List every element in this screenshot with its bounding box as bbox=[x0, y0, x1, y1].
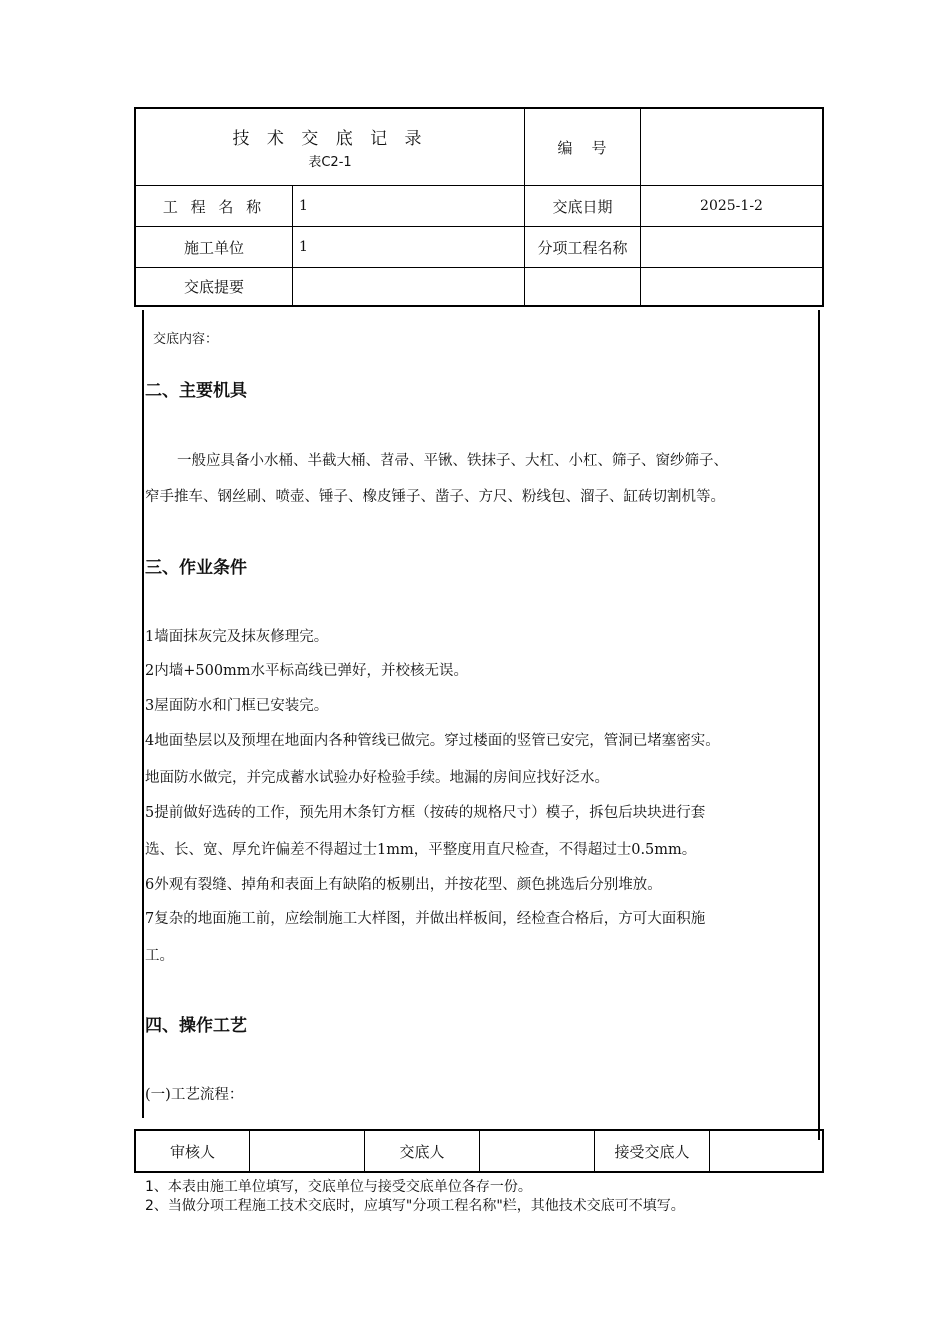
reviewer-label: 审核人 bbox=[169, 1142, 215, 1161]
receiver-label: 接受交底人 bbox=[614, 1142, 690, 1161]
condition-line: 4地面垫层以及预埋在地面内各种管线已做完。穿过楼面的竖管已安完，管洞已堵塞密实。 bbox=[145, 733, 720, 749]
discloser-field[interactable] bbox=[480, 1131, 594, 1171]
form-title-cell bbox=[136, 109, 524, 185]
condition-line: 6外观有裂缝、掉角和表面上有缺陷的板剔出，并按花型、颜色挑选后分别堆放。 bbox=[145, 877, 662, 893]
summary-field[interactable] bbox=[293, 268, 822, 305]
content-border-left bbox=[142, 310, 144, 1118]
condition-line: 工。 bbox=[145, 948, 174, 964]
section-4-title: 四、操作工艺 bbox=[145, 1016, 247, 1036]
condition-line: 1墙面抹灰完及抹灰修理完。 bbox=[145, 629, 329, 645]
footnote: 2、当做分项工程施工技术交底时，应填写"分项工程名称"栏，其他技术交底可不填写。 bbox=[145, 1198, 685, 1214]
date-label: 交底日期 bbox=[552, 197, 613, 216]
sub-project-field[interactable] bbox=[641, 227, 822, 267]
number-field[interactable] bbox=[640, 109, 822, 185]
project-name-label: 工 程 名 称 bbox=[162, 197, 266, 216]
date-field[interactable]: 2025-1-2 bbox=[700, 198, 763, 214]
sub-project-label: 分项工程名称 bbox=[537, 238, 628, 257]
content-border-right bbox=[818, 310, 820, 1140]
condition-line: 选、长、宽、厚允许偏差不得超过士1mm，平整度用直尺检查，不得超过士0.5mm。 bbox=[145, 842, 697, 858]
condition-line: 7复杂的地面施工前，应绘制施工大样图，并做出样板间，经检查合格后，方可大面积施 bbox=[145, 911, 706, 927]
unit-label: 施工单位 bbox=[183, 238, 244, 257]
unit-field[interactable]: 1 bbox=[299, 239, 308, 255]
number-label: 编 号 bbox=[557, 138, 607, 157]
section-2-line-2: 窄手推车、钢丝刷、喷壶、锤子、橡皮锤子、凿子、方尺、粉线包、溜子、缸砖切割机等。 bbox=[145, 489, 725, 505]
footnote: 1、本表由施工单位填写，交底单位与接受交底单位各存一份。 bbox=[145, 1179, 532, 1195]
discloser-label: 交底人 bbox=[399, 1142, 445, 1161]
section-2-title: 二、主要机具 bbox=[145, 381, 247, 401]
process-label: (一)工艺流程： bbox=[145, 1087, 244, 1103]
condition-line: 5提前做好选砖的工作，预先用木条钉方框（按砖的规格尺寸）模子，拆包后块块进行套 bbox=[145, 805, 706, 821]
section-3-title: 三、作业条件 bbox=[145, 558, 247, 578]
content-intro: 交底内容： bbox=[153, 332, 219, 347]
form-title: 技 术 交 底 记 录 bbox=[232, 129, 428, 149]
condition-line: 地面防水做完，并完成蓄水试验办好检验手续。地漏的房间应找好泛水。 bbox=[145, 770, 609, 786]
signature-row bbox=[134, 1129, 824, 1173]
condition-line: 3屋面防水和门框已安装完。 bbox=[145, 698, 329, 714]
receiver-field[interactable] bbox=[710, 1131, 822, 1171]
condition-line: 2内墙+500mm水平标高线已弹好，并校核无误。 bbox=[145, 663, 469, 679]
summary-label: 交底提要 bbox=[183, 278, 244, 296]
reviewer-field[interactable] bbox=[250, 1131, 364, 1171]
header-table bbox=[134, 107, 824, 307]
section-2-line-1: 一般应具备小水桶、半截大桶、苕帚、平锹、铁抹子、大杠、小杠、筛子、窗纱筛子、 bbox=[177, 453, 728, 469]
form-code: 表C2-1 bbox=[308, 155, 352, 170]
project-name-field[interactable]: 1 bbox=[299, 198, 308, 214]
